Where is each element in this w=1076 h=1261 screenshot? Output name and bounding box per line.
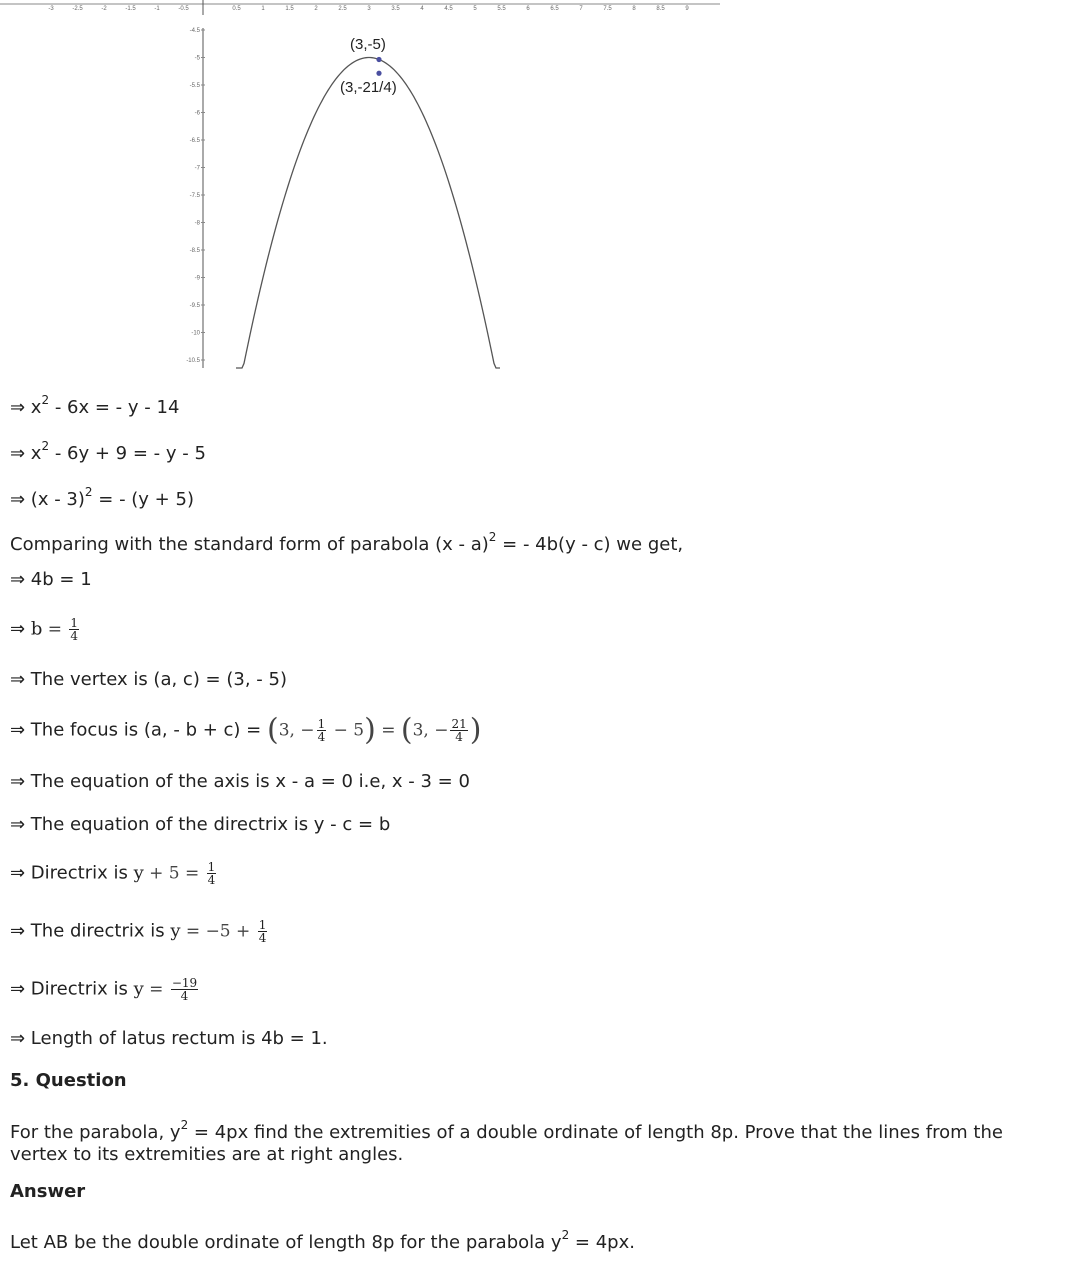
y-tick-label: -5 <box>194 55 200 62</box>
focus-label: (3,-21/4) <box>340 79 397 96</box>
x-tick-label: 3.5 <box>391 6 400 12</box>
x-tick-label: 6.5 <box>550 6 559 12</box>
x-tick-label: 3 <box>367 6 371 12</box>
y-tick-label: -7 <box>194 165 200 172</box>
vertex-label: (3,-5) <box>350 36 386 53</box>
x-tick-label: 9 <box>685 6 689 12</box>
x-tick-label: -1 <box>154 6 160 12</box>
x-tick-label: -2 <box>101 6 107 12</box>
x-tick-label: 2 <box>314 6 318 12</box>
x-tick-labels <box>48 6 689 12</box>
step-4b: ⇒ 4b = 1 <box>10 569 92 590</box>
x-tick-label: 7 <box>579 6 583 12</box>
y-tick-label: -10.5 <box>186 358 200 364</box>
x-tick-label: 6 <box>526 6 530 12</box>
directrix-step-3: ⇒ Directrix is y = $\frac{-19}{4}$ <box>10 976 198 1003</box>
step-1: ⇒ $x^2 - 6x$ = - y - 14 <box>10 393 180 418</box>
x-tick-label: 0.5 <box>232 6 241 12</box>
x-tick-label: 4 <box>420 6 424 12</box>
parabola-graph <box>0 0 1076 372</box>
vertex-line: ⇒ The vertex is (a, c) = (3, - 5) <box>10 669 287 690</box>
y-tick-label: -8.5 <box>189 248 200 254</box>
y-tick-label: -10 <box>191 330 200 337</box>
directrix-equation: ⇒ The equation of the directrix is y - c = b <box>10 814 391 835</box>
y-tick-label: -6 <box>194 110 200 117</box>
latus-rectum-line: ⇒ Length of latus rectum is 4b = 1. <box>10 1028 328 1049</box>
y-tick-label: -8 <box>194 220 200 227</box>
step-b-value: ⇒ b = $\frac{1}{4}$ <box>10 616 79 643</box>
directrix-step-1: ⇒ Directrix is y + 5 = $\frac{1}{4}$ <box>10 860 216 887</box>
x-tick-label: 2.5 <box>338 6 347 12</box>
x-tick-label: -1.5 <box>125 6 136 12</box>
y-tick-label: -4.5 <box>189 28 200 34</box>
x-tick-label: 1 <box>261 6 265 12</box>
x-tick-label: 4.5 <box>444 6 453 12</box>
x-tick-label: -3 <box>48 6 54 12</box>
focus-line: ⇒ The focus is (a, - b + c) = (3, − $\frac{1}{4}$ − 5) = (3, − $\frac{21}{4}$ ) <box>10 712 482 748</box>
answer-text: Let AB be the double ordinate of length 8p for the parabola $y^2 = 4px$. <box>10 1228 635 1253</box>
vertex-point <box>376 57 381 62</box>
y-tick-label: -7.5 <box>189 193 200 199</box>
focus-point <box>376 71 381 76</box>
y-tick-label: -5.5 <box>189 83 200 89</box>
x-tick-label: 7.5 <box>603 6 612 12</box>
x-tick-label: 5 <box>473 6 477 12</box>
step-3: ⇒ (x - 3)$^2$ = - (y + 5) <box>10 485 194 510</box>
y-tick-label: -9.5 <box>189 303 200 309</box>
x-tick-label: 1.5 <box>285 6 294 12</box>
x-tick-label: 8.5 <box>656 6 665 12</box>
y-tick-label: -9 <box>194 275 200 282</box>
x-tick-label: -2.5 <box>72 6 83 12</box>
parabola-curve <box>236 58 500 369</box>
x-tick-label: -0.5 <box>178 6 189 12</box>
step-2: ⇒ $x^2 - 6y + 9$ = - y - 5 <box>10 439 206 464</box>
question-text: For the parabola, $y^2 = 4px$ find the extremities of a double ordinate of length 8p. Prove that the lines from the vertex to its extremities are at right angles. <box>10 1118 1003 1165</box>
axis-line: ⇒ The equation of the axis is x - a = 0 i.e, x - 3 = 0 <box>10 771 470 792</box>
directrix-step-2: ⇒ The directrix is y = −5 + $\frac{1}{4}$ <box>10 918 267 945</box>
question-heading: 5. Question <box>10 1070 127 1091</box>
y-tick-label: -6.5 <box>189 138 200 144</box>
x-tick-label: 8 <box>632 6 636 12</box>
answer-heading: Answer <box>10 1181 86 1202</box>
y-tick-labels <box>186 28 205 364</box>
x-tick-label: 5.5 <box>497 6 506 12</box>
comparison-text: Comparing with the standard form of parabola (x - a)$^2$ = - 4b(y - c) we get, <box>10 530 684 555</box>
fraction: $\frac{1}{4}$ <box>70 616 79 643</box>
